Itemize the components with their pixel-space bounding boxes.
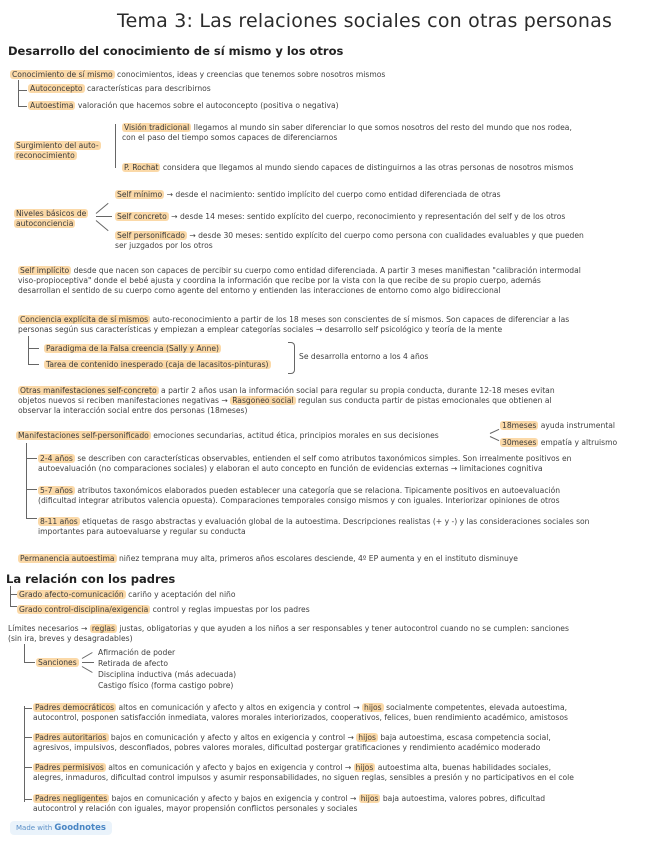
padres-democraticos: Padres democráticos altos en comunicación y afecto y altos en exigencia y control → hijos socialmente competentes, elevada autoestima, autocontrol, posponen satisfacción inmediata, valores morales interiorizados, cooperativos, felices, buen rendimiento académico, amistosos (33, 703, 568, 722)
conocimiento-line: Conocimiento de sí mismo conocimientos, ideas y creencias que tenemos sobre nosotros mismos (12, 70, 386, 79)
rochat-line: P. Rochat considera que llegamos al mundo siendo capaces de distinguirnos a las otras personas de nosotros mismos (124, 163, 574, 172)
stage-2-4: 2-4 años se describen con características observables, entienden el self como atributos taxonómicos simples. Son irrealmente positivos en autoevaluación (no comparaciones sociales) y elaboran el auto concepto en función de evidencias externas → limitaciones cognitiva (38, 454, 572, 473)
brace-note: Se desarrolla entorno a los 4 años (299, 352, 429, 361)
limites-necesarios: Límites necesarios → reglas justas, obligatorias y que ayuden a los niños a ser responsables y tener autocontrol cuando no se cumplen: sanciones (sin ira, breves y desagradables) (8, 624, 569, 643)
arrow-connector (26, 481, 37, 490)
manifestaciones-personificado: Manifestaciones self-personificado emociones secundarias, actitud ética, principios morales en sus decisiones (18, 431, 439, 440)
sancion-item: Afirmación de poder (98, 648, 176, 657)
sanciones-label: Sanciones (38, 658, 77, 667)
branch-line (24, 708, 32, 709)
section-heading-autoconocimiento: Desarrollo del conocimiento de sí mismo y los otros (8, 44, 344, 58)
m18-line: 18meses ayuda instrumental (502, 421, 616, 430)
tarea-line: Tarea de contenido inesperado (caja de lacasitos-pinturas) (46, 360, 269, 369)
padres-negligentes: Padres negligentes bajos en comunicación y afecto y bajos en exigencia y control → hijos baja autoestima, valores pobres, dificultad autocontrol y relación con iguales, mayor propensión conflictos personales y sociales (33, 794, 546, 813)
styles-line (24, 706, 25, 802)
stage-5-7: 5-7 años atributos taxonómicos elaborados pueden establecer una categoría que se relaciona. Tipicamente positivos en autoevaluación (dificultad integrar atributos valencia opuesta). Comparaciones temporales consigo mismos y con iguales. Interiorizar opiniones de otros (38, 486, 561, 505)
grado-control: Grado control-disciplina/exigencia control y reglas impuestas por los padres (19, 605, 310, 614)
bracket-line (115, 124, 116, 168)
surgimiento-label: Surgimiento del auto- reconocimiento (16, 141, 99, 160)
goodnotes-logo: Goodnotes (54, 823, 106, 833)
self-implicito: Self implícito desde que nacen son capaces de percibir su cuerpo como entidad diferenciada. A partir 3 meses manifiestan "calibración intermodal viso-propioceptiva" donde el bebé ajusta y coordina la información que recibe por la vista con la que recibe de su propio cuerpo, además desarrollan el sentido de su cuerpo como agente del entorno y entienden las interacciones de entorno como algo bidireccional (18, 266, 581, 295)
made-with-badge[interactable]: Made with Goodnotes (10, 821, 112, 835)
arrow-connector (24, 644, 35, 663)
branch-line (96, 203, 109, 214)
m30-line: 30meses empatía y altruismo (502, 438, 618, 447)
conciencia-explicita: Conciencia explícita de sí mismos auto-reconocimiento a partir de los 18 meses son conscientes de sí mismos. Son capaces de diferenciar a las personas según sus características y empiezan a emplear categorías sociales → desarrollo self psicológico y teoría de la mente (18, 315, 570, 334)
self-personificado: Self personificado → desde 30 meses: sentido explícito del cuerpo como persona con cualidades evaluables y que pueden ser juzgados por los otros (115, 231, 584, 250)
grado-afecto: Grado afecto-comunicación cariño y aceptación del niño (19, 590, 236, 599)
padres-permisivos: Padres permisivos altos en comunicación y afecto y bajos en exigencia y control → hijos autoestima alta, buenas habilidades sociales, alegres, inmaduros, dificultad control impulsos y asumir responsabilidades, no siguen reglas, sensibles a presión y no participativos en el cole (33, 763, 574, 782)
brace (288, 342, 295, 374)
vision-tradicional: Visión tradicional llegamos al mundo sin saber diferenciar lo que somos nosotros del resto del mundo que nos rodea, con el paso del tiempo somos capaces de diferenciarnos (122, 123, 572, 142)
sanciones-list (98, 647, 236, 691)
conocimiento-term: Conocimiento de sí mismo (12, 70, 113, 79)
branch-line (24, 737, 32, 738)
autoconcepto-line: Autoconcepto características para describirnos (30, 84, 211, 93)
autoestima-line: Autoestima valoración que hacemos sobre el autoconcepto (positiva o negativa) (30, 101, 339, 110)
sancion-item: Retirada de afecto (98, 659, 169, 668)
self-concreto: Self concreto → desde 14 meses: sentido explícito del cuerpo, reconocimiento y representación del self y de los otros (117, 212, 566, 221)
branch-line (490, 436, 499, 441)
branch-line (82, 652, 93, 659)
sancion-item: Castigo físico (forma castigo pobre) (98, 681, 234, 690)
self-minimo: Self mínimo → desde el nacimiento: sentido implícito del cuerpo como entidad diferenciada de otras (117, 190, 501, 199)
paradigma-line: Paradigma de la Falsa creencia (Sally y Anne) (46, 344, 219, 353)
branch-line (82, 666, 93, 673)
stage-8-11: 8-11 años etiquetas de rasgo abstractas y evaluación global de la autoestima. Descripciones realistas (+ y -) y las consideraciones sociales son importantes para autoevaluarse y regular su conducta (38, 517, 590, 536)
permanencia-autoestima: Permanencia autoestima niñez temprana muy alta, primeros años escolares desciende, 4º EP aumenta y en el instituto disminuye (20, 554, 518, 563)
niveles-label: Niveles básicos de autoconciencia (16, 209, 87, 228)
arrow-connector (26, 510, 37, 519)
branch-line (24, 799, 32, 800)
otras-manifestaciones: Otras manifestaciones self-concreto a partir 2 años usan la información social para regular su propia conducta, durante 12-18 meses evitan objetos nuevos si reciben manifestaciones negativas → Rasgoneo social regulan sus conducta partir de pistas emocionales que obtienen al observar la interacción social entre dos personas (18meses) (18, 386, 555, 415)
branch-line (82, 662, 94, 663)
page-title: Tema 3: Las relaciones sociales con otras personas (117, 10, 613, 32)
arrow-connector (26, 450, 37, 459)
branch-line (24, 767, 32, 768)
arrow-connector (10, 594, 17, 607)
arrow-connector (28, 348, 39, 365)
arrow-connector (18, 90, 27, 107)
branch-line (96, 216, 112, 217)
branch-line (96, 220, 109, 231)
padres-autoritarios: Padres autoritarios bajos en comunicación y afecto y altos en exigencia y control → hijos baja autoestima, escasa competencia social, agresivos, impulsivos, desconfiados, pobres valores morales, dificultad postergar gratificaciones y rendimiento académico moderado (33, 733, 551, 752)
section-heading-padres: La relación con los padres (6, 572, 176, 586)
branch-line (490, 429, 499, 434)
sancion-item: Disciplina inductiva (más adecuada) (98, 670, 237, 679)
